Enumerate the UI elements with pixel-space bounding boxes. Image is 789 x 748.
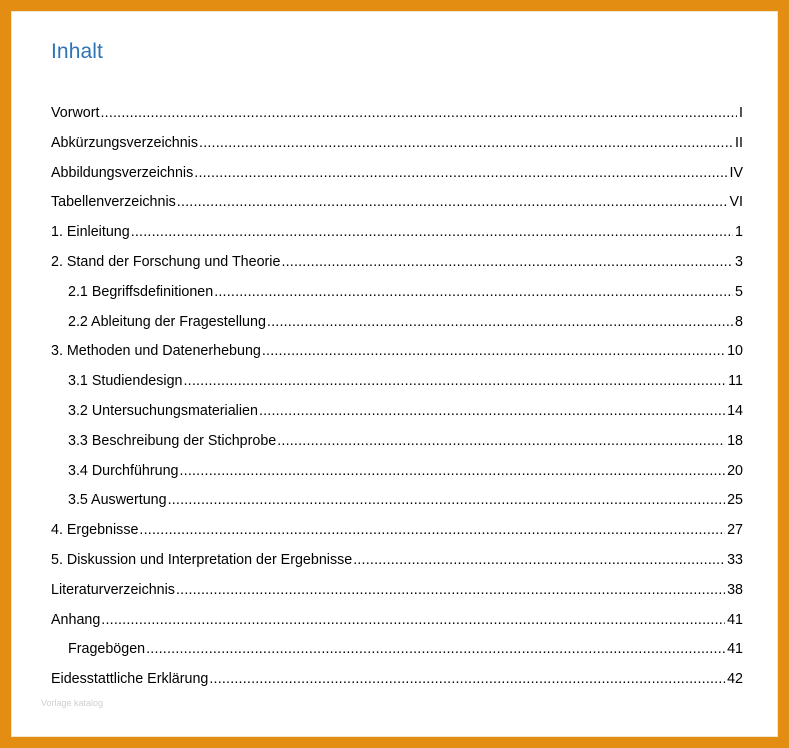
dot-leader — [100, 105, 737, 121]
dot-leader — [131, 224, 733, 240]
toc-entry-untersuchungsmaterialien[interactable] — [51, 403, 743, 433]
toc-entry-page: 33 — [727, 551, 743, 568]
toc-entry-page: 41 — [727, 641, 743, 658]
toc-entry-literaturverzeichnis[interactable] — [51, 582, 743, 612]
toc-entry-stichprobe[interactable] — [51, 433, 743, 463]
toc-entry-label: 3. Methoden und Datenerhebung — [51, 343, 261, 360]
toc-entry-label: 3.3 Beschreibung der Stichprobe — [68, 432, 277, 449]
table-of-contents — [51, 105, 743, 701]
dot-leader — [214, 284, 733, 300]
dot-leader — [179, 463, 725, 479]
dot-leader — [353, 552, 725, 568]
toc-entry-label: Abbildungsverzeichnis — [51, 164, 194, 181]
toc-entry-vorwort[interactable] — [51, 105, 743, 135]
toc-entry-label: Anhang — [51, 611, 101, 628]
dot-leader — [281, 254, 733, 270]
toc-entry-label: Tabellenverzeichnis — [51, 194, 176, 211]
toc-entry-label: 3.1 Studiendesign — [68, 373, 183, 390]
toc-entry-auswertung[interactable] — [51, 492, 743, 522]
toc-entry-stand-der-forschung[interactable] — [51, 254, 743, 284]
dot-leader — [146, 641, 725, 657]
toc-entry-label: Literaturverzeichnis — [51, 581, 175, 598]
dot-leader — [267, 314, 733, 330]
toc-entry-begriffsdefinitionen[interactable] — [51, 284, 743, 314]
toc-entry-page: 20 — [727, 462, 743, 479]
toc-entry-anhang[interactable] — [51, 612, 743, 642]
dot-leader — [101, 612, 725, 628]
toc-entry-label: 1. Einleitung — [51, 224, 130, 241]
toc-entry-page: IV — [729, 164, 743, 181]
dot-leader — [262, 343, 725, 359]
dot-leader — [176, 582, 725, 598]
toc-entry-page: 11 — [728, 373, 743, 390]
toc-title: Inhalt — [51, 40, 103, 63]
toc-entry-label: Abkürzungsverzeichnis — [51, 134, 199, 151]
toc-entry-page: II — [735, 134, 743, 151]
toc-entry-tabellenverzeichnis[interactable] — [51, 194, 743, 224]
toc-entry-page: 41 — [727, 611, 743, 628]
toc-entry-page: 18 — [727, 432, 743, 449]
toc-entry-einleitung[interactable] — [51, 224, 743, 254]
dot-leader — [168, 492, 726, 508]
toc-entry-studiendesign[interactable] — [51, 373, 743, 403]
toc-entry-diskussion[interactable] — [51, 552, 743, 582]
toc-entry-label: 3.2 Untersuchungsmaterialien — [68, 402, 258, 419]
toc-entry-label: Vorwort — [51, 105, 100, 121]
toc-entry-label: Fragebögen — [68, 641, 146, 658]
toc-entry-durchfuehrung[interactable] — [51, 463, 743, 493]
toc-entry-label: 2. Stand der Forschung und Theorie — [51, 253, 281, 270]
toc-entry-label: Eidesstattliche Erklärung — [51, 671, 209, 688]
toc-entry-page: 3 — [735, 253, 743, 270]
toc-entry-label: 4. Ergebnisse — [51, 522, 139, 539]
toc-entry-page: 1 — [735, 224, 743, 241]
toc-entry-eidesstattliche-erklaerung[interactable] — [51, 671, 743, 701]
toc-entry-page: VI — [729, 194, 743, 211]
toc-entry-methoden[interactable] — [51, 343, 743, 373]
toc-entry-abkuerzungsverzeichnis[interactable] — [51, 135, 743, 165]
dot-leader — [177, 194, 728, 210]
dot-leader — [183, 373, 726, 389]
dot-leader — [277, 433, 725, 449]
dot-leader — [194, 165, 727, 181]
toc-entry-page: 27 — [727, 522, 743, 539]
toc-entry-frageboegen[interactable] — [51, 641, 743, 671]
toc-entry-page: I — [739, 105, 743, 121]
toc-entry-label: 3.4 Durchführung — [68, 462, 179, 479]
toc-entry-page: 38 — [727, 581, 743, 598]
toc-entry-page: 8 — [735, 313, 743, 330]
toc-entry-page: 42 — [727, 671, 743, 688]
toc-entry-label: 3.5 Auswertung — [68, 492, 167, 509]
toc-entry-label: 5. Diskussion und Interpretation der Ergebnisse — [51, 551, 353, 568]
dot-leader — [199, 135, 733, 151]
dot-leader — [139, 522, 725, 538]
toc-entry-page: 5 — [735, 283, 743, 300]
toc-entry-label: 2.2 Ableitung der Fragestellung — [68, 313, 266, 330]
toc-entry-page: 25 — [727, 492, 743, 509]
toc-entry-label: 2.1 Begriffsdefinitionen — [68, 283, 214, 300]
dot-leader — [209, 671, 725, 687]
toc-entry-ableitung-fragestellung[interactable] — [51, 314, 743, 344]
toc-entry-ergebnisse[interactable] — [51, 522, 743, 552]
dot-leader — [259, 403, 725, 419]
watermark-text: Vorlage katalog — [41, 698, 104, 708]
toc-entry-abbildungsverzeichnis[interactable] — [51, 165, 743, 195]
document-page — [11, 11, 778, 737]
toc-entry-page: 10 — [727, 343, 743, 360]
toc-entry-page: 14 — [727, 402, 743, 419]
